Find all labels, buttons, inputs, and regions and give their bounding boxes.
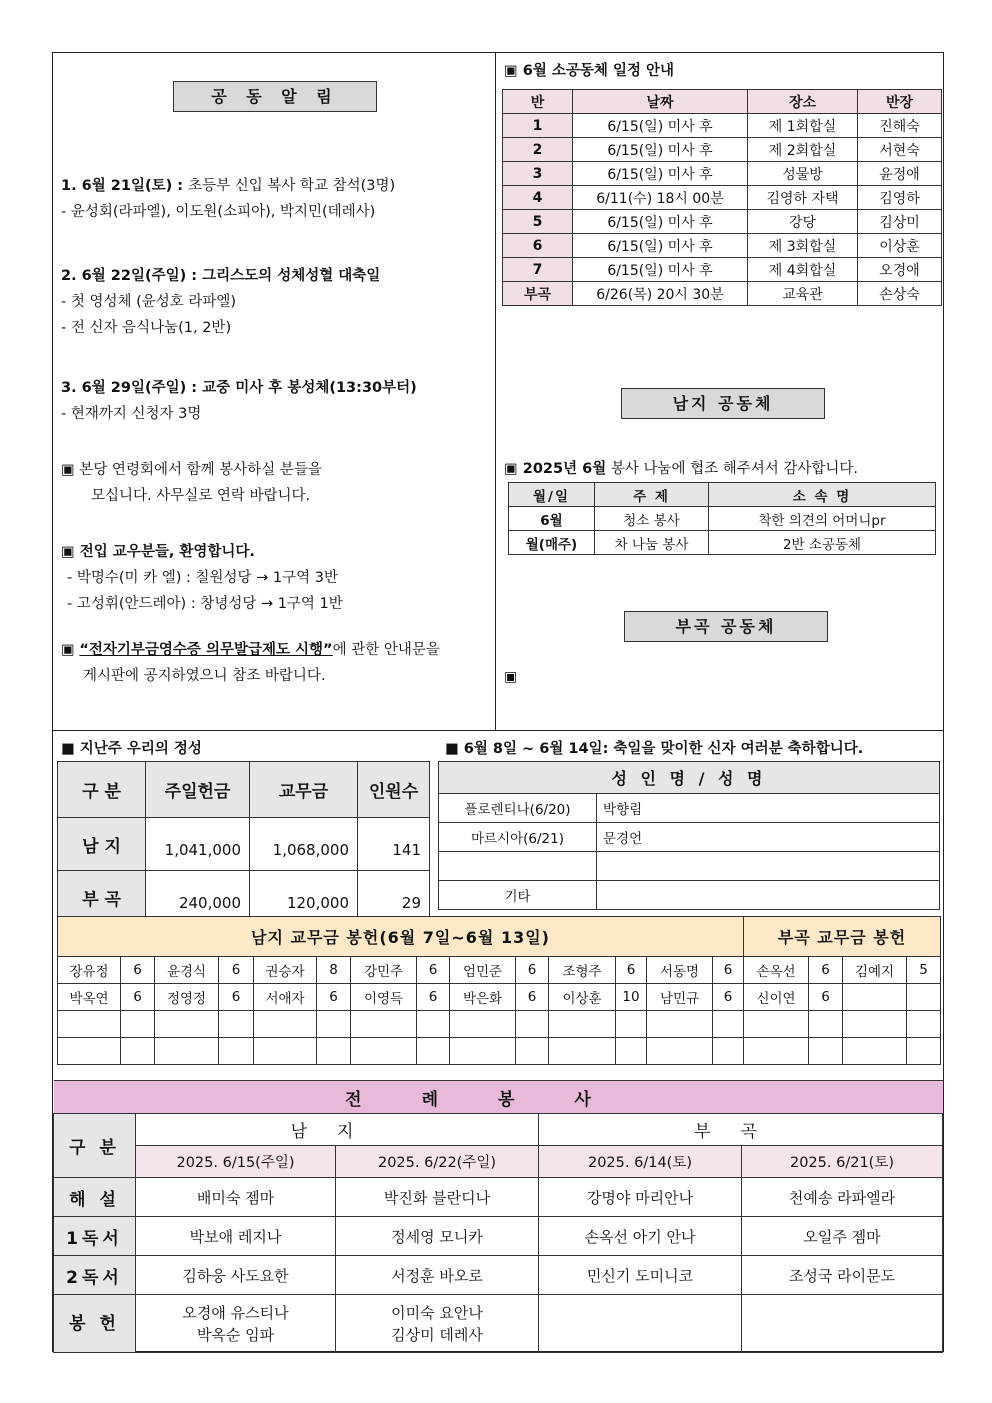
community-panel bbox=[496, 53, 943, 730]
schedule-row bbox=[503, 234, 942, 258]
service-cell: 월(매주) bbox=[509, 531, 595, 555]
service-cell: 착한 의견의 어머니pr bbox=[709, 507, 936, 531]
notice-newcomers-head: ▣ 전입 교우분들, 환영합니다. bbox=[61, 544, 255, 560]
liturgy-cell: 박보애 레지나 bbox=[136, 1217, 336, 1256]
liturgy-role: 2독서 bbox=[54, 1256, 136, 1295]
offering-header: 인원수 bbox=[358, 762, 430, 818]
feast-saint-cell: 마르시아(6/21) bbox=[439, 823, 597, 852]
donor-name-cell: 서동명 bbox=[647, 957, 713, 984]
notice-item-3-sub: - 현재까지 신청자 3명 bbox=[61, 406, 202, 422]
schedule-cell: 교육관 bbox=[748, 282, 858, 306]
offering-cell: 남 지 bbox=[58, 818, 146, 871]
donor-count-cell bbox=[417, 1011, 450, 1038]
donor-count-cell: 6 bbox=[516, 957, 549, 984]
liturgy-cell: 손옥선 아기 안나 bbox=[539, 1217, 742, 1256]
donor-count-cell: 6 bbox=[317, 984, 351, 1011]
liturgy-cell: 배미숙 젬마 bbox=[136, 1178, 336, 1217]
feast-row bbox=[439, 794, 940, 823]
donor-count-cell bbox=[907, 984, 941, 1011]
schedule-cell: 6/11(수) 18시 00분 bbox=[573, 186, 748, 210]
notice-receipt-rest: 에 관한 안내문을 bbox=[332, 642, 440, 658]
schedule-row bbox=[503, 114, 942, 138]
schedule-cell: 서현숙 bbox=[858, 138, 942, 162]
bugok-note: ▣ bbox=[504, 669, 518, 685]
donor-count-cell bbox=[219, 1011, 254, 1038]
donor-row bbox=[58, 957, 941, 984]
notice-receipt-bold: “전자기부금영수증 의무발급제도 시행” bbox=[79, 642, 333, 658]
notice-item-2-sub1: - 첫 영성체 (윤성호 라파엘) bbox=[61, 294, 237, 310]
liturgy-row bbox=[54, 1217, 943, 1256]
service-row bbox=[509, 531, 936, 555]
donor-count-cell bbox=[616, 1038, 647, 1065]
donor-count-cell bbox=[516, 1011, 549, 1038]
liturgy-offer-row bbox=[54, 1295, 943, 1353]
donor-name-cell: 윤경식 bbox=[155, 957, 219, 984]
liturgy-cell: 김하웅 사도요한 bbox=[136, 1256, 336, 1295]
donor-count-cell: 10 bbox=[616, 984, 647, 1011]
liturgy-date: 2025. 6/22(주일) bbox=[336, 1146, 539, 1178]
service-cell: 2반 소공동체 bbox=[709, 531, 936, 555]
donor-name-cell: 박옥연 bbox=[58, 984, 121, 1011]
liturgy-offer-name: 박옥순 임파 bbox=[196, 1325, 275, 1344]
liturgy-offer-name: 이미숙 요안나 bbox=[391, 1303, 483, 1322]
notice-newcomers-sub2: - 고성휘(안드레아) : 창녕성당 → 1구역 1반 bbox=[67, 596, 343, 612]
liturgy-group-row bbox=[54, 1114, 943, 1146]
donor-count-cell bbox=[907, 1038, 941, 1065]
service-header: 소 속 명 bbox=[709, 483, 936, 507]
schedule-header: 날짜 bbox=[573, 90, 748, 114]
bugok-donor-header: 부곡 교무금 봉헌 bbox=[744, 917, 941, 957]
feast-header: 성 인 명 / 성 명 bbox=[439, 762, 940, 794]
donor-count-cell: 8 bbox=[317, 957, 351, 984]
donor-name-cell: 손옥선 bbox=[744, 957, 809, 984]
schedule-cell: 김영하 자택 bbox=[748, 186, 858, 210]
liturgy-date: 2025. 6/15(주일) bbox=[136, 1146, 336, 1178]
service-table bbox=[508, 482, 936, 555]
offering-cell: 1,041,000 bbox=[146, 818, 250, 871]
notice-receipt bbox=[61, 637, 491, 689]
schedule-cell: 2 bbox=[503, 138, 573, 162]
liturgy-offer-cell bbox=[742, 1295, 943, 1353]
offering-cell: 141 bbox=[358, 818, 430, 871]
namji-donor-header: 남지 교무금 봉헌(6월 7일~6월 13일) bbox=[58, 917, 744, 957]
offering-header: 구 분 bbox=[58, 762, 146, 818]
notice-item-1-sub: - 윤성회(라파엘), 이도원(소피아), 박지민(데레사) bbox=[61, 204, 376, 220]
offering-header: 교무금 bbox=[250, 762, 358, 818]
donor-name-cell bbox=[843, 1011, 907, 1038]
donor-count-cell bbox=[809, 1011, 843, 1038]
donor-name-cell bbox=[744, 1011, 809, 1038]
offering-cell: 120,000 bbox=[250, 871, 358, 924]
donor-count-cell bbox=[516, 1038, 549, 1065]
schedule-cell: 오경애 bbox=[858, 258, 942, 282]
donor-name-cell bbox=[647, 1038, 713, 1065]
schedule-cell: 부곡 bbox=[503, 282, 573, 306]
notice-item-3-head: 3. 6월 29일(주일) : 교중 미사 후 봉성체(13:30부터) bbox=[61, 380, 417, 396]
liturgy-offer-cell bbox=[336, 1295, 539, 1353]
donor-name-cell bbox=[58, 1011, 121, 1038]
offering-cell: 29 bbox=[358, 871, 430, 924]
donor-name-cell bbox=[254, 1011, 317, 1038]
schedule-cell: 이상훈 bbox=[858, 234, 942, 258]
schedule-cell: 성물방 bbox=[748, 162, 858, 186]
donor-name-cell: 장유정 bbox=[58, 957, 121, 984]
schedule-cell: 6/15(일) 미사 후 bbox=[573, 114, 748, 138]
feast-saint-cell bbox=[439, 852, 597, 881]
service-header-row bbox=[509, 483, 936, 507]
donor-name-cell bbox=[155, 1038, 219, 1065]
liturgy-date: 2025. 6/14(토) bbox=[539, 1146, 742, 1178]
donor-name-cell bbox=[843, 1038, 907, 1065]
donor-row bbox=[58, 984, 941, 1011]
liturgy-cell: 오일주 젬마 bbox=[742, 1217, 943, 1256]
offering-caption: ■ 지난주 우리의 정성 bbox=[61, 741, 202, 757]
feast-person-cell bbox=[597, 852, 940, 881]
notice-item-2-head: 2. 6월 22일(주일) : 그리스도의 성체성혈 대축일 bbox=[61, 268, 381, 284]
notice-volunteers-line1: ▣ 본당 연령회에서 함께 봉사하실 분들을 bbox=[61, 462, 322, 478]
liturgy-date-row bbox=[54, 1146, 943, 1178]
donor-name-cell: 박은화 bbox=[450, 984, 516, 1011]
donor-name-cell bbox=[450, 1038, 516, 1065]
donor-count-cell bbox=[121, 1038, 155, 1065]
donor-row bbox=[58, 1011, 941, 1038]
schedule-cell: 7 bbox=[503, 258, 573, 282]
donor-count-cell: 6 bbox=[616, 957, 647, 984]
liturgy-group-bugok: 부곡 bbox=[539, 1114, 943, 1146]
donor-name-cell bbox=[58, 1038, 121, 1065]
donor-name-cell: 엄민준 bbox=[450, 957, 516, 984]
liturgy-cell: 조성국 라이문도 bbox=[742, 1256, 943, 1295]
donor-count-cell: 6 bbox=[219, 957, 254, 984]
donor-name-cell bbox=[351, 1038, 417, 1065]
donor-name-cell bbox=[549, 1038, 616, 1065]
schedule-row bbox=[503, 162, 942, 186]
donor-row bbox=[58, 1038, 941, 1065]
schedule-cell: 6/15(일) 미사 후 bbox=[573, 234, 748, 258]
liturgy-cell: 천예송 라파엘라 bbox=[742, 1178, 943, 1217]
offering-row bbox=[58, 818, 430, 871]
liturgy-row bbox=[54, 1178, 943, 1217]
donor-name-cell bbox=[155, 1011, 219, 1038]
donor-name-cell bbox=[254, 1038, 317, 1065]
namji-community-title: 남지 공동체 bbox=[621, 388, 825, 419]
liturgy-cell: 서정훈 바오로 bbox=[336, 1256, 539, 1295]
donor-count-cell bbox=[317, 1011, 351, 1038]
donor-count-cell bbox=[713, 1011, 744, 1038]
donor-name-cell: 김예지 bbox=[843, 957, 907, 984]
donor-count-cell: 6 bbox=[713, 984, 744, 1011]
service-header: 주 제 bbox=[595, 483, 709, 507]
donor-table bbox=[57, 916, 941, 1065]
service-caption-bold: ▣ 2025년 6월 bbox=[504, 461, 607, 477]
feast-row bbox=[439, 823, 940, 852]
feast-caption: ■ 6월 8일 ~ 6월 14일: 축일을 맞이한 신자 여러분 축하합니다. bbox=[445, 741, 864, 757]
donor-count-cell: 6 bbox=[809, 984, 843, 1011]
schedule-row bbox=[503, 210, 942, 234]
notice-newcomers-sub1: - 박명수(미 카 엘) : 칠원성당 → 1구역 3반 bbox=[67, 570, 338, 586]
schedule-row bbox=[503, 186, 942, 210]
offering-header: 주일헌금 bbox=[146, 762, 250, 818]
donor-count-cell bbox=[317, 1038, 351, 1065]
liturgy-cell: 강명야 마리안나 bbox=[539, 1178, 742, 1217]
notice-receipt-line2: 게시판에 공지하였으니 참조 바랍니다. bbox=[83, 668, 326, 684]
donor-name-cell: 서애자 bbox=[254, 984, 317, 1011]
donor-name-cell: 권승자 bbox=[254, 957, 317, 984]
schedule-cell: 김상미 bbox=[858, 210, 942, 234]
liturgy-role: 봉 헌 bbox=[54, 1295, 136, 1353]
liturgy-offer-name: 김상미 데레사 bbox=[391, 1325, 483, 1344]
schedule-cell: 6/15(일) 미사 후 bbox=[573, 162, 748, 186]
schedule-cell: 3 bbox=[503, 162, 573, 186]
schedule-cell: 6/15(일) 미사 후 bbox=[573, 258, 748, 282]
schedule-table bbox=[502, 89, 942, 306]
feast-saint-cell: 플로렌티나(6/20) bbox=[439, 794, 597, 823]
donor-count-cell bbox=[417, 1038, 450, 1065]
donor-name-cell bbox=[843, 984, 907, 1011]
feast-person-cell bbox=[597, 881, 940, 910]
bulletin-page bbox=[52, 52, 944, 1352]
donor-header-row bbox=[58, 917, 941, 957]
donor-count-cell bbox=[616, 1011, 647, 1038]
donor-count-cell: 6 bbox=[417, 984, 450, 1011]
notice-item-1-text: 초등부 신입 복사 학교 참석(3명) bbox=[188, 178, 396, 194]
offering-cell: 1,068,000 bbox=[250, 818, 358, 871]
donor-count-cell bbox=[121, 1011, 155, 1038]
donor-count-cell: 6 bbox=[417, 957, 450, 984]
feast-row bbox=[439, 881, 940, 910]
joint-notice-title: 공 동 알 림 bbox=[173, 81, 377, 112]
notice-newcomers bbox=[61, 539, 491, 617]
donor-name-cell bbox=[351, 1011, 417, 1038]
donor-name-cell bbox=[647, 1011, 713, 1038]
donor-name-cell: 이영득 bbox=[351, 984, 417, 1011]
schedule-row bbox=[503, 282, 942, 306]
schedule-header: 반 bbox=[503, 90, 573, 114]
schedule-cell: 제 1회합실 bbox=[748, 114, 858, 138]
liturgy-banner-row bbox=[54, 1081, 943, 1114]
joint-notice-panel bbox=[53, 53, 496, 730]
donor-count-cell: 6 bbox=[713, 957, 744, 984]
notice-receipt-prefix: ▣ bbox=[61, 642, 80, 658]
feast-person-cell: 박향림 bbox=[597, 794, 940, 823]
donor-name-cell: 남민규 bbox=[647, 984, 713, 1011]
schedule-cell: 강당 bbox=[748, 210, 858, 234]
schedule-cell: 제 2회합실 bbox=[748, 138, 858, 162]
donor-count-cell: 5 bbox=[907, 957, 941, 984]
donor-count-cell bbox=[809, 1038, 843, 1065]
donor-name-cell bbox=[450, 1011, 516, 1038]
donor-name-cell: 이상훈 bbox=[549, 984, 616, 1011]
donor-count-cell: 6 bbox=[121, 957, 155, 984]
schedule-cell: 6/26(목) 20시 30분 bbox=[573, 282, 748, 306]
liturgy-offer-cell bbox=[136, 1295, 336, 1353]
service-header: 월/일 bbox=[509, 483, 595, 507]
liturgy-table bbox=[53, 1080, 943, 1353]
schedule-cell: 6/15(일) 미사 후 bbox=[573, 138, 748, 162]
feast-header-row bbox=[439, 762, 940, 794]
donor-name-cell: 강민주 bbox=[351, 957, 417, 984]
schedule-cell: 제 3회합실 bbox=[748, 234, 858, 258]
notice-item-2-sub2: - 전 신자 음식나눔(1, 2반) bbox=[61, 320, 232, 336]
liturgy-row bbox=[54, 1256, 943, 1295]
liturgy-offer-name: 오경애 유스티나 bbox=[182, 1303, 289, 1322]
liturgy-offer-cell bbox=[539, 1295, 742, 1353]
liturgy-role: 해 설 bbox=[54, 1178, 136, 1217]
donor-count-cell bbox=[713, 1038, 744, 1065]
notice-volunteers bbox=[61, 457, 491, 509]
schedule-cell: 손상숙 bbox=[858, 282, 942, 306]
offering-table bbox=[57, 761, 430, 924]
service-row bbox=[509, 507, 936, 531]
schedule-header-row bbox=[503, 90, 942, 114]
schedule-row bbox=[503, 258, 942, 282]
schedule-cell: 5 bbox=[503, 210, 573, 234]
service-caption-rest: 봉사 나눔에 협조 해주셔서 감사합니다. bbox=[606, 461, 859, 477]
donor-name-cell bbox=[744, 1038, 809, 1065]
notice-item-1 bbox=[61, 173, 491, 225]
donor-count-cell: 6 bbox=[219, 984, 254, 1011]
notice-item-1-head: 1. 6월 21일(토) : bbox=[61, 178, 189, 194]
schedule-header: 장소 bbox=[748, 90, 858, 114]
donor-name-cell: 신이연 bbox=[744, 984, 809, 1011]
offering-header-row bbox=[58, 762, 430, 818]
schedule-row bbox=[503, 138, 942, 162]
schedule-cell: 진해숙 bbox=[858, 114, 942, 138]
notice-item-2 bbox=[61, 263, 491, 341]
offering-cell: 부 곡 bbox=[58, 871, 146, 924]
schedule-cell: 윤정애 bbox=[858, 162, 942, 186]
notice-volunteers-line2: 모십니다. 사무실로 연락 바랍니다. bbox=[91, 488, 311, 504]
liturgy-cell: 민신기 도미니코 bbox=[539, 1256, 742, 1295]
bugok-community-title: 부곡 공동체 bbox=[624, 611, 828, 642]
donor-name-cell: 조형주 bbox=[549, 957, 616, 984]
liturgy-banner: 전례봉사 bbox=[54, 1081, 943, 1114]
donor-count-cell: 6 bbox=[809, 957, 843, 984]
service-caption bbox=[504, 457, 858, 478]
liturgy-cell: 정세영 모니카 bbox=[336, 1217, 539, 1256]
donor-name-cell: 정영정 bbox=[155, 984, 219, 1011]
liturgy-date: 2025. 6/21(토) bbox=[742, 1146, 943, 1178]
schedule-cell: 6/15(일) 미사 후 bbox=[573, 210, 748, 234]
offering-cell: 240,000 bbox=[146, 871, 250, 924]
service-cell: 청소 봉사 bbox=[595, 507, 709, 531]
schedule-caption: ▣ 6월 소공동체 일정 안내 bbox=[504, 63, 675, 79]
schedule-header: 반장 bbox=[858, 90, 942, 114]
feast-row bbox=[439, 852, 940, 881]
donor-name-cell bbox=[549, 1011, 616, 1038]
feast-saint-cell: 기타 bbox=[439, 881, 597, 910]
service-cell: 차 나눔 봉사 bbox=[595, 531, 709, 555]
feast-person-cell: 문경언 bbox=[597, 823, 940, 852]
liturgy-role: 1독서 bbox=[54, 1217, 136, 1256]
donor-count-cell bbox=[219, 1038, 254, 1065]
feast-table bbox=[438, 761, 940, 910]
schedule-cell: 김영하 bbox=[858, 186, 942, 210]
liturgy-col-label: 구 분 bbox=[54, 1114, 136, 1178]
schedule-cell: 1 bbox=[503, 114, 573, 138]
schedule-cell: 6 bbox=[503, 234, 573, 258]
notice-item-3 bbox=[61, 375, 491, 427]
section-divider bbox=[53, 730, 943, 731]
liturgy-group-namji: 남지 bbox=[136, 1114, 539, 1146]
schedule-cell: 제 4회합실 bbox=[748, 258, 858, 282]
donor-count-cell bbox=[907, 1011, 941, 1038]
donor-count-cell: 6 bbox=[516, 984, 549, 1011]
service-cell: 6월 bbox=[509, 507, 595, 531]
schedule-cell: 4 bbox=[503, 186, 573, 210]
liturgy-cell: 박진화 블란디나 bbox=[336, 1178, 539, 1217]
donor-count-cell: 6 bbox=[121, 984, 155, 1011]
